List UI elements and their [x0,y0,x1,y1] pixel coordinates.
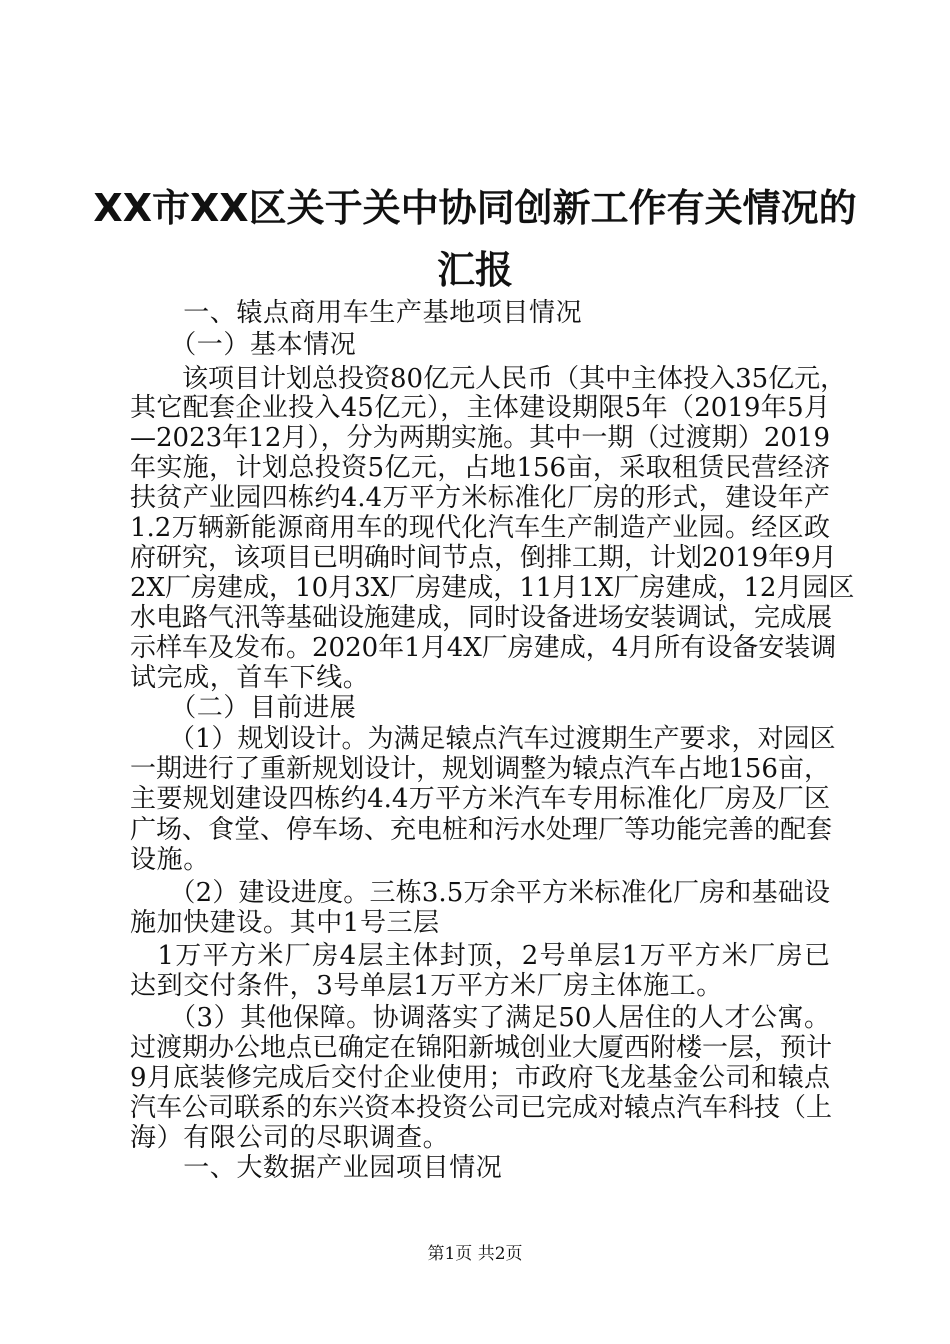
body-line: 2X厂房建成，10月3X厂房建成，11月1X厂房建成，12月园区 [130,573,855,603]
body-line: 一期进行了重新规划设计，规划调整为辕点汽车占地156亩， [130,754,830,784]
document-title-line-1: XX市XX区关于关中协同创新工作有关情况的 [93,186,857,230]
page-number-footer: 第1页 共2页 [427,1244,523,1264]
body-line: 海）有限公司的尽职调查。 [130,1123,450,1153]
subheading-basic-info: （一）基本情况 [130,330,357,360]
body-line: 扶贫产业园四栋约4.4万平方米标准化厂房的形式，建设年产 [130,483,830,513]
body-line: 设施。 [130,845,210,875]
body-line: 其它配套企业投入45亿元），主体建设期限5年（2019年5月 [130,393,830,423]
body-line: 达到交付条件，3号单层1万平方米厂房主体施工。 [130,971,723,1001]
body-line: 试完成，首车下线。 [130,663,370,693]
document-title-line-2: 汇报 [436,248,513,292]
heading-section-2: 一、大数据产业园项目情况 [130,1153,503,1183]
body-line: 9月底装修完成后交付企业使用；市政府飞龙基金公司和辕点 [130,1063,830,1093]
body-line: （1）规划设计。为满足辕点汽车过渡期生产要求，对园区 [130,724,836,754]
body-line: 施加快建设。其中1号三层 [130,908,440,938]
body-line: —2023年12月），分为两期实施。其中一期（过渡期）2019 [130,423,830,453]
body-line: 1万平方米厂房4层主体封顶，2号单层1万平方米厂房已 [130,941,830,971]
body-line: 年实施，计划总投资5亿元，占地156亩，采取租赁民营经济 [130,453,830,483]
body-line: 广场、食堂、停车场、充电桩和污水处理厂等功能完善的配套 [130,815,833,845]
body-line: （3）其他保障。协调落实了满足50人居住的人才公寓。 [130,1003,830,1033]
body-line: 汽车公司联系的东兴资本投资公司已完成对辕点汽车科技（上 [130,1093,833,1123]
heading-section-1: 一、辕点商用车生产基地项目情况 [130,298,583,328]
body-line: 水电路气汛等基础设施建成，同时设备进场安装调试，完成展 [130,603,833,633]
body-line: 该项目计划总投资80亿元人民币（其中主体投入35亿元， [130,364,847,394]
body-line: 示样车及发布。2020年1月4X厂房建成，4月所有设备安装调 [130,633,837,663]
body-line: （2）建设进度。三栋3.5万余平方米标准化厂房和基础设 [130,878,830,908]
subheading-progress: （二）目前进展 [130,693,357,723]
body-line: 1.2万辆新能源商用车的现代化汽车生产制造产业园。经区政 [130,513,830,543]
body-line: 主要规划建设四栋约4.4万平方米汽车专用标准化厂房及厂区 [130,784,830,814]
body-line: 府研究，该项目已明确时间节点，倒排工期，计划2019年9月 [130,543,837,573]
body-line: 过渡期办公地点已确定在锦阳新城创业大厦西附楼一层，预计 [130,1033,833,1063]
